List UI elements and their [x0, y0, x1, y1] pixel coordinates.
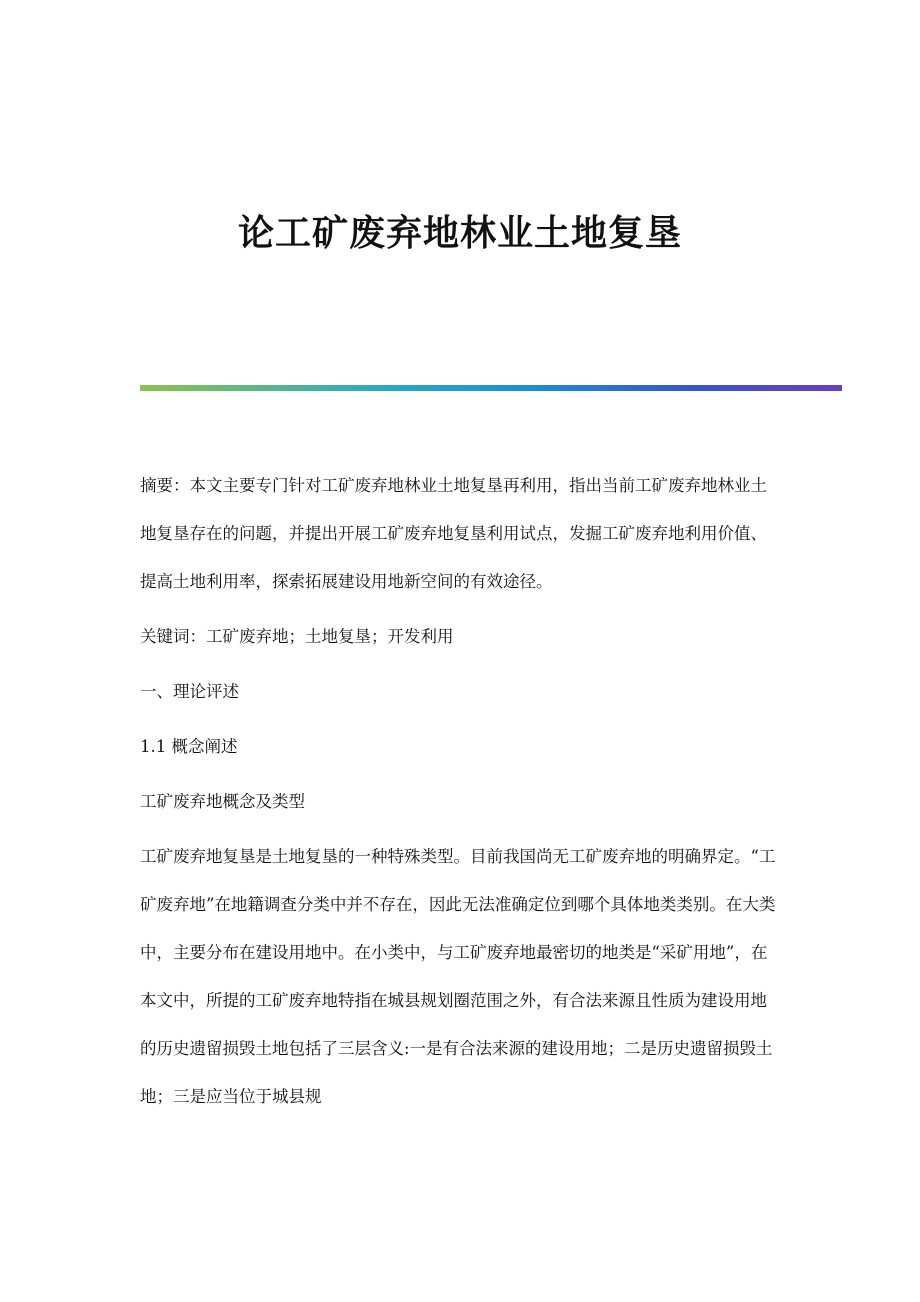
- body-paragraph: 工矿废弃地复垦是土地复垦的一种特殊类型。目前我国尚无工矿废弃地的明确界定。“工矿废弃地”在地籍调查分类中并不存在，因此无法准确定位到哪个具体地类类别。在大类中，主要分布在建设用地中。在小类中，与工矿废弃地最密切的地类是“采矿用地”，在本文中，所提的工矿废弃地特指在城县规划圈范围之外，有合法来源且性质为建设用地的历史遗留损毁土地包括了三层含义:一是有合法来源的建设用地；二是历史遗留损毁土地；三是应当位于城县规: [140, 847, 776, 1106]
- concept-heading: 工矿废弃地概念及类型: [140, 792, 305, 811]
- abstract-paragraph: 摘要：本文主要专门针对工矿废弃地林业土地复垦再利用，指出当前工矿废弃地林业土地复垦存在的问题，并提出开展工矿废弃地复垦利用试点，发掘工矿废弃地利用价值、提高土地利用率，探索拓展建设用地新空间的有效途径。: [140, 476, 767, 591]
- document-title: 论工矿废弃地林业土地复垦: [237, 212, 682, 254]
- subsection-heading: 1.1 概念阐述: [140, 737, 238, 756]
- keywords-line: 关键词：工矿废弃地；土地复垦；开发利用: [140, 627, 454, 646]
- section-heading: 一、理论评述: [140, 682, 239, 701]
- document-body: [140, 462, 780, 1128]
- title-divider: [140, 385, 842, 391]
